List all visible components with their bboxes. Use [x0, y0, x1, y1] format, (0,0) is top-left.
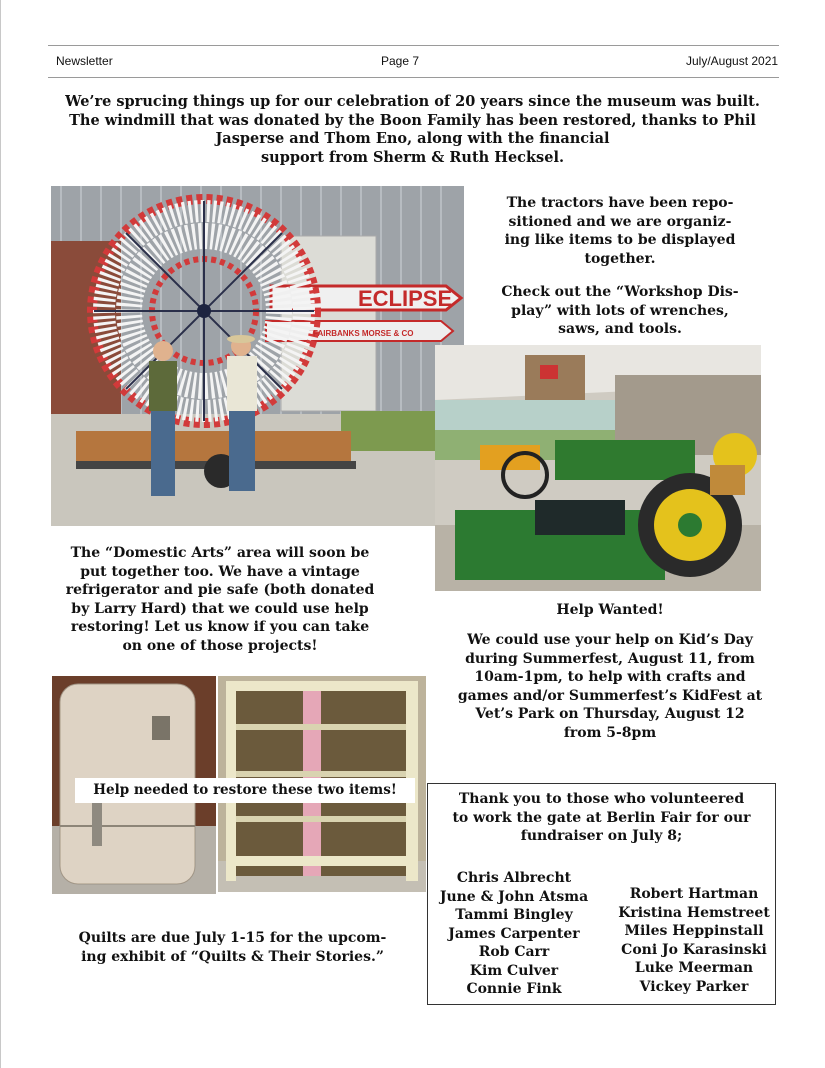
- intro-line: support from Sherm & Ruth Hecksel.: [260, 148, 564, 166]
- volunteer-names-right: [608, 885, 780, 996]
- thank-you-paragraph: [428, 790, 775, 846]
- volunteer-name: Miles Heppinstall: [624, 923, 764, 939]
- volunteer-name: Coni Jo Karasinski: [621, 941, 767, 958]
- quilts-line: Quilts are due July 1-15 for the upcom-: [78, 930, 387, 946]
- domestic-line: put together too. We have a vintage: [80, 563, 360, 580]
- page-edge: [0, 0, 1, 1068]
- windmill-photo: [51, 186, 464, 526]
- volunteer-name: Kristina Hemstreet: [618, 904, 770, 921]
- domestic-line: refrigerator and pie safe (both donated: [65, 582, 375, 598]
- header-bottom-rule: [48, 77, 779, 78]
- windmill-sub-text: FAIRBANKS MORSE & CO: [313, 329, 414, 338]
- domestic-line: restoring! Let us know if you can take: [70, 619, 370, 635]
- volunteer-name: Luke Meerman: [634, 960, 754, 976]
- volunteer-name: Vickey Parker: [639, 978, 749, 995]
- help-wanted-line: games and/or Summerfest’s KidFest at: [457, 687, 763, 704]
- help-wanted-line: from 5-8pm: [563, 724, 657, 741]
- tractors-line: together.: [584, 250, 656, 267]
- domestic-line: on one of those projects!: [122, 637, 318, 654]
- help-wanted-line: Vet’s Park on Thursday, August 12: [475, 706, 745, 722]
- volunteer-name: Rob Carr: [478, 944, 550, 960]
- workshop-line: Check out the “Workshop Dis-: [501, 284, 739, 300]
- help-wanted-line: We could use your help on Kid’s Day: [467, 632, 753, 648]
- volunteer-name: Chris Albrecht: [456, 870, 572, 886]
- volunteer-name: Connie Fink: [466, 981, 562, 997]
- tractor-photo: [435, 345, 761, 591]
- tractors-line: The tractors have been repo-: [506, 195, 734, 211]
- intro-paragraph: [40, 93, 785, 167]
- tractors-line: ing like items to be displayed: [504, 232, 736, 248]
- tractors-line: sitioned and we are organiz-: [508, 213, 732, 230]
- thank-you-line: Thank you to those who volunteered: [458, 791, 745, 807]
- volunteer-name: Robert Hartman: [629, 886, 759, 902]
- header-page-number: Page 7: [381, 54, 420, 68]
- quilts-paragraph: [45, 929, 420, 966]
- volunteer-name: Kim Culver: [469, 962, 559, 979]
- intro-line: The windmill that was donated by the Boon Family has been restored, thanks to Phil: [69, 111, 756, 129]
- header-top-rule: [48, 45, 779, 46]
- windmill-sign-text: ECLIPSE: [358, 286, 453, 311]
- items-caption-box: [75, 778, 415, 803]
- tractors-paragraph: [470, 194, 770, 268]
- thank-you-line: fundraiser on July 8;: [520, 828, 683, 844]
- quilts-line: ing exhibit of “Quilts & Their Stories.”: [81, 948, 384, 965]
- workshop-line: saws, and tools.: [558, 321, 682, 337]
- workshop-line: play” with lots of wrenches,: [511, 302, 729, 319]
- domestic-paragraph: [45, 544, 395, 655]
- volunteer-name: James Carpenter: [448, 925, 580, 942]
- help-wanted-line: 10am-1pm, to help with crafts and: [474, 669, 746, 685]
- volunteer-name: Tammi Bingley: [455, 907, 573, 923]
- header-date: July/August 2021: [686, 54, 779, 68]
- help-wanted-line: during Summerfest, August 11, from: [465, 650, 755, 667]
- help-wanted-paragraph: [440, 631, 780, 742]
- volunteer-name: June & John Atsma: [439, 888, 589, 905]
- workshop-paragraph: [470, 283, 770, 339]
- volunteer-names-left: [428, 869, 600, 999]
- domestic-line: The “Domestic Arts” area will soon be: [70, 545, 370, 561]
- help-wanted-title: Help Wanted!: [556, 602, 664, 618]
- thank-you-line: to work the gate at Berlin Fair for our: [452, 809, 751, 826]
- header-newsletter: Newsletter: [56, 54, 113, 68]
- intro-line: Jasperse and Thom Eno, along with the financial: [215, 130, 610, 147]
- thank-you-box: [427, 783, 776, 1005]
- domestic-line: by Larry Hard) that we could use help: [71, 600, 369, 617]
- intro-line: We’re sprucing things up for our celebration of 20 years since the museum was built.: [65, 93, 760, 110]
- items-caption: Help needed to restore these two items!: [93, 782, 397, 798]
